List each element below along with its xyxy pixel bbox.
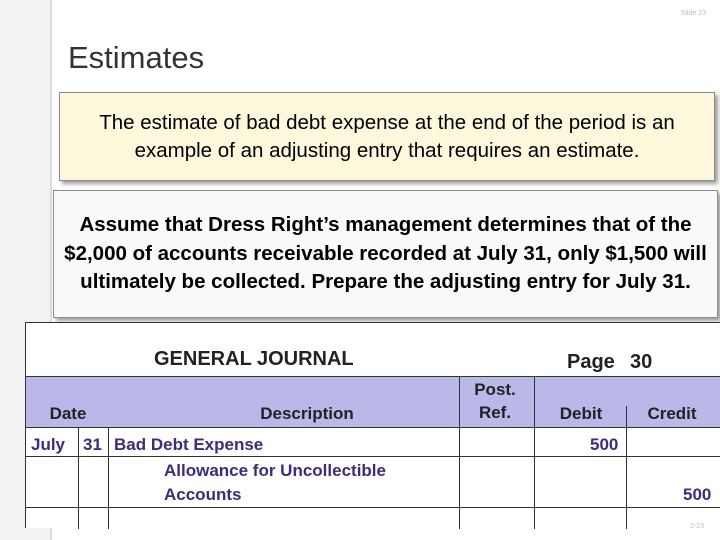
divider-description-postref	[459, 428, 460, 529]
slide-title: Estimates	[68, 40, 205, 75]
column-date: Date	[49, 404, 87, 423]
journal-page-label: Page	[567, 351, 615, 373]
divider-postref-left	[459, 376, 460, 428]
journal-page-number: 30	[630, 351, 653, 373]
divider-postref-debit	[534, 428, 535, 529]
journal-column-header	[26, 376, 720, 428]
problem-box	[53, 190, 718, 318]
divider-debit-credit-header	[626, 406, 627, 428]
divider-date-description	[108, 428, 109, 529]
column-debit: Debit	[559, 404, 603, 423]
column-description: Description	[260, 404, 354, 423]
entry-month: July	[31, 435, 66, 454]
entry-credit-account-line1: Allowance for Uncollectible	[164, 461, 386, 480]
definition-box	[59, 92, 715, 181]
entry-debit-account: Bad Debt Expense	[114, 435, 264, 454]
divider-debit-credit	[626, 428, 627, 529]
journal-title: GENERAL JOURNAL	[154, 348, 354, 370]
footer-page-number: 2-23	[689, 523, 704, 530]
column-post-ref-line1: Post.	[474, 380, 516, 399]
definition-text: The estimate of bad debt expense at the end of the period is an example of an adjusting entry that requires an estimate.	[99, 110, 675, 162]
divider-month-day	[78, 428, 79, 529]
column-credit: Credit	[647, 404, 697, 423]
problem-text: Assume that Dress Right’s management determines that of the $2,000 of accounts receivable recorded at July 31, only $1,500 will ultimately be collected. Prepare the adjusting entry for July 31.	[64, 213, 707, 294]
general-journal	[25, 322, 720, 528]
entry-credit-account-line2: Accounts	[164, 485, 242, 504]
row-line-2	[26, 507, 720, 508]
entry-credit-amount: 500	[683, 485, 712, 504]
column-post-ref-line2: Ref.	[478, 403, 512, 422]
entry-day: 31	[83, 435, 102, 454]
journal-header	[26, 323, 720, 376]
entry-debit-amount: 500	[590, 435, 619, 454]
divider-postref-right	[534, 376, 535, 428]
row-line-1	[26, 456, 720, 457]
slide-number: Slide 23	[680, 10, 706, 17]
